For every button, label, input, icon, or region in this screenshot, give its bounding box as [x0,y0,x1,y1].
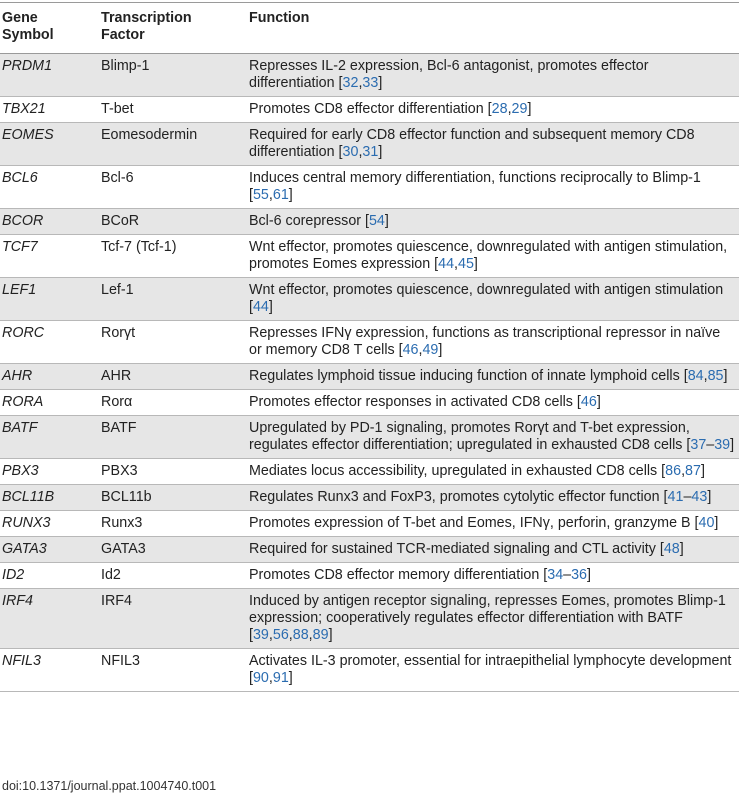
gene-symbol-cell: RUNX3 [2,515,51,531]
table-row [0,123,739,166]
table-row [0,459,739,485]
reference-separator: , [418,342,423,358]
gene-symbol-cell: AHR [2,368,33,384]
function-cell [247,563,739,589]
reference-separator: , [308,627,313,643]
transcription-factor-cell: Tcf-7 (Tcf-1) [101,239,177,255]
reference-separator: – [563,567,572,583]
reference-separator: , [681,463,686,479]
gene-symbol-cell: IRF4 [2,593,33,609]
function-cell [247,459,739,485]
table-row [0,209,739,235]
function-text: Induces central memory differentiation, functions reciprocally to Blimp-1 [ [249,170,701,203]
function-cell [247,390,739,416]
reference-link[interactable]: 32 [342,75,359,91]
table-row [0,563,739,589]
reference-link[interactable]: 61 [272,187,289,203]
reference-separator: , [454,256,459,272]
gene-symbol-cell: BCL6 [2,170,38,186]
function-text: Activates IL-3 promoter, essential for intraepithelial lymphocyte development [ [249,653,732,686]
header-gene-symbol: Gene Symbol [2,10,54,43]
reference-link[interactable]: 87 [685,463,701,479]
reference-link[interactable]: 55 [252,187,269,203]
reference-separator: – [706,437,715,453]
function-cell [247,278,739,321]
transcription-factor-cell: GATA3 [101,541,146,557]
transcription-factor-cell: Id2 [101,567,121,583]
function-text: Represses IL-2 expression, Bcl-6 antagonist, promotes effector differentiation [ [249,58,649,91]
reference-link[interactable]: 28 [491,101,508,117]
function-cell [247,321,739,364]
table-row [0,235,739,278]
reference-separator: , [268,187,273,203]
reference-link[interactable]: 48 [663,541,680,557]
function-cell [247,97,739,123]
gene-symbol-cell: BATF [2,420,38,436]
transcription-factor-cell: Rorα [101,394,133,410]
gene-symbol-cell: BCOR [2,213,44,229]
reference-link[interactable]: 43 [691,489,708,505]
function-cell [247,235,739,278]
transcription-factor-table [0,2,739,692]
closing-bracket: ] [527,101,532,117]
transcription-factor-cell: PBX3 [101,463,138,479]
function-text: Promotes CD8 effector memory differentiation [ [249,567,548,583]
header-transcription-factor: Transcription Factor [101,10,192,43]
reference-separator: , [358,144,363,160]
reference-link[interactable]: 29 [511,101,528,117]
table-row [0,54,739,97]
reference-link[interactable]: 39 [714,437,731,453]
reference-separator: , [288,627,293,643]
reference-separator: , [507,101,512,117]
transcription-factor-cell: BCL11b [101,489,152,505]
closing-bracket: ] [700,463,705,479]
closing-bracket: ] [723,368,728,384]
table-row [0,649,739,692]
reference-link[interactable]: 39 [252,627,269,643]
transcription-factor-cell: BATF [101,420,137,436]
table-row [0,511,739,537]
reference-link[interactable]: 40 [698,515,715,531]
table-row [0,485,739,511]
reference-link[interactable]: 33 [362,75,379,91]
reference-link[interactable]: 90 [252,670,269,686]
gene-symbol-cell: ID2 [2,567,25,583]
closing-bracket: ] [268,299,273,315]
transcription-factor-cell: AHR [101,368,132,384]
reference-separator: , [268,627,273,643]
gene-symbol-cell: PRDM1 [2,58,53,74]
function-text: Promotes CD8 effector differentiation [ [249,101,492,117]
transcription-factor-cell: T-bet [101,101,134,117]
function-text: Induced by antigen receptor signaling, represses Eomes, promotes Blimp-1 expression; cooperatively regulates effector differentiation with BATF [ [249,593,726,643]
closing-bracket: ] [378,75,383,91]
closing-bracket: ] [384,213,389,229]
reference-link[interactable]: 49 [422,342,439,358]
function-cell [247,416,739,459]
closing-bracket: ] [288,187,293,203]
reference-link[interactable]: 46 [580,394,597,410]
table-row [0,364,739,390]
reference-separator: , [358,75,363,91]
transcription-factor-cell: BCoR [101,213,140,229]
function-cell [247,649,739,692]
function-text: Regulates Runx3 and FoxP3, promotes cytolytic effector function [ [249,489,668,505]
table-row [0,321,739,364]
reference-link[interactable]: 36 [571,567,588,583]
function-cell [247,54,739,97]
reference-link[interactable]: 37 [690,437,707,453]
reference-separator: , [268,670,273,686]
transcription-factor-cell: Bcl-6 [101,170,134,186]
table-row [0,416,739,459]
function-text: Bcl-6 corepressor [ [249,213,369,229]
function-text: Represses IFNγ expression, functions as transcriptional repressor in naïve or memory CD8 T cells [ [249,325,721,358]
reference-separator: , [703,368,708,384]
reference-link[interactable]: 44 [252,299,269,315]
closing-bracket: ] [473,256,478,272]
gene-symbol-cell: BCL11B [2,489,55,505]
gene-symbol-cell: EOMES [2,127,54,143]
doi-caption: doi:10.1371/journal.ppat.1004740.t001 [2,779,217,793]
reference-link[interactable]: 44 [438,256,455,272]
closing-bracket: ] [438,342,443,358]
reference-link[interactable]: 84 [687,368,704,384]
gene-symbol-cell: NFIL3 [2,653,41,669]
function-text: Required for sustained TCR-mediated signaling and CTL activity [ [249,541,664,557]
table-row [0,166,739,209]
reference-link[interactable]: 89 [312,627,329,643]
gene-symbol-cell: TBX21 [2,101,46,117]
gene-symbol-cell: TCF7 [2,239,38,255]
closing-bracket: ] [288,670,293,686]
transcription-factor-cell: Runx3 [101,515,143,531]
transcription-factor-cell: Eomesodermin [101,127,198,143]
reference-link[interactable]: 91 [272,670,289,686]
function-text: Wnt effector, promotes quiescence, downregulated with antigen stimulation [ [249,282,724,315]
function-cell [247,537,739,563]
function-text: Promotes expression of T-bet and Eomes, IFNγ, perforin, granzyme B [ [249,515,699,531]
function-cell [247,364,739,390]
reference-separator: – [683,489,692,505]
closing-bracket: ] [587,567,591,583]
reference-link[interactable]: 56 [272,627,289,643]
closing-bracket: ] [328,627,333,643]
function-cell [247,123,739,166]
gene-symbol-cell: RORA [2,394,44,410]
reference-link[interactable]: 34 [547,567,564,583]
closing-bracket: ] [378,144,383,160]
function-text: Upregulated by PD-1 signaling, promotes Rorγt and T-bet expression, regulates effector differentiation; upregulated in exhausted CD8 cells [ [249,420,691,453]
reference-link[interactable]: 31 [362,144,379,160]
gene-symbol-cell: PBX3 [2,463,39,479]
gene-symbol-cell: LEF1 [2,282,37,298]
table-header-row [0,3,739,54]
function-cell [247,209,739,235]
function-cell [247,589,739,649]
reference-link[interactable]: 86 [665,463,682,479]
transcription-factor-cell: NFIL3 [101,653,140,669]
function-text: Required for early CD8 effector function and subsequent memory CD8 differentiation [ [249,127,695,160]
transcription-factor-cell: IRF4 [101,593,132,609]
table-row [0,278,739,321]
reference-link[interactable]: 30 [342,144,359,160]
closing-bracket: ] [707,489,712,505]
function-cell [247,485,739,511]
transcription-factor-cell: Rorγt [101,325,136,341]
closing-bracket: ] [730,437,735,453]
function-cell [247,511,739,537]
transcription-factor-cell: Lef-1 [101,282,134,298]
closing-bracket: ] [596,394,601,410]
reference-link[interactable]: 41 [667,489,684,505]
reference-link[interactable]: 45 [458,256,474,272]
function-text: Mediates locus accessibility, upregulated in exhausted CD8 cells [ [249,463,666,479]
transcription-factor-cell: Blimp-1 [101,58,150,74]
function-text: Regulates lymphoid tissue inducing function of innate lymphoid cells [ [249,368,688,384]
header-function: Function [249,10,310,26]
function-text: Promotes effector responses in activated CD8 cells [ [249,394,581,410]
function-text: Wnt effector, promotes quiescence, downregulated with antigen stimulation, promotes Eomes expression [ [249,239,728,272]
table-row [0,390,739,416]
table-row [0,97,739,123]
table-row [0,537,739,563]
reference-link[interactable]: 88 [292,627,309,643]
function-cell [247,166,739,209]
gene-symbol-cell: GATA3 [2,541,47,557]
reference-link[interactable]: 46 [402,342,419,358]
table-row [0,589,739,649]
closing-bracket: ] [714,515,719,531]
reference-link[interactable]: 85 [707,368,724,384]
reference-link[interactable]: 54 [368,213,385,229]
gene-symbol-cell: RORC [2,325,45,341]
closing-bracket: ] [679,541,684,557]
